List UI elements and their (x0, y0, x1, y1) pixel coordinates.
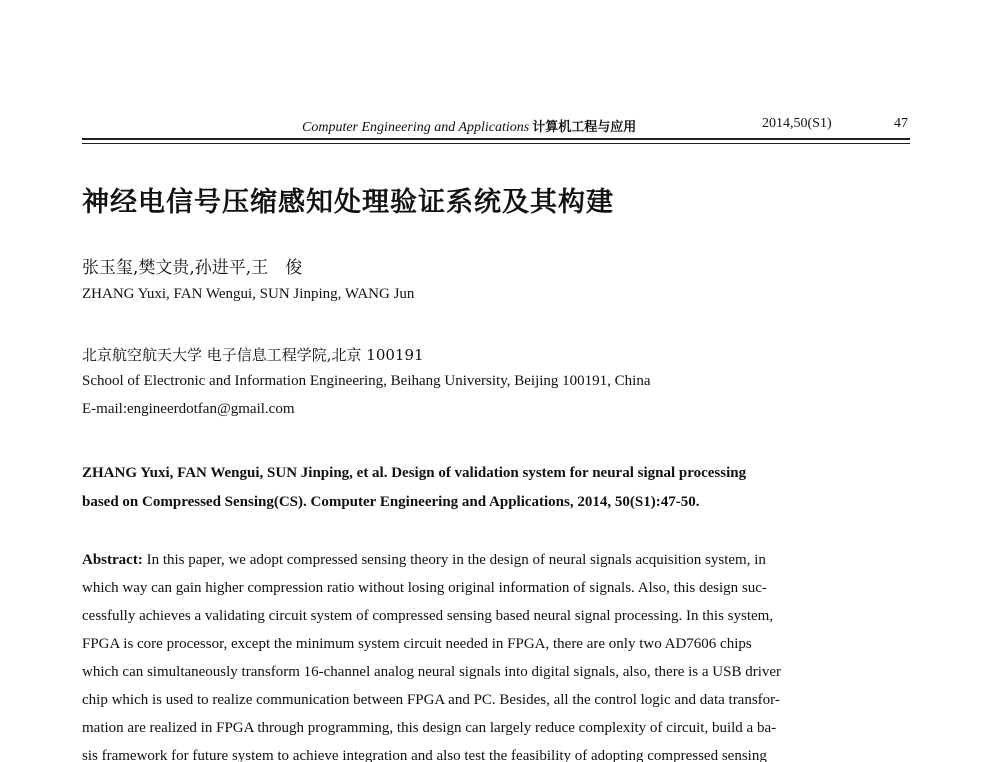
abstract-line-3: cessfully achieves a validating circuit system of compressed sensing based neural signal processing. In this system, (82, 608, 774, 624)
journal-name-cn: 计算机工程与应用 (532, 120, 637, 135)
authors-en: ZHANG Yuxi, FAN Wengui, SUN Jinping, WANG Jun (82, 286, 415, 302)
abstract-line-8: sis framework for future system to achieve integration and also test the feasibility of adopting compressed sensing (82, 748, 767, 762)
citation-line-1: ZHANG Yuxi, FAN Wengui, SUN Jinping, et al. Design of validation system for neural signal processing (82, 465, 747, 481)
journal-name (302, 116, 636, 136)
affiliation-en: School of Electronic and Information Engineering, Beihang University, Beijing 100191, China (82, 373, 651, 389)
abstract-line-5: which can simultaneously transform 16-channel analog neural signals into digital signals, also, there is a USB driver (82, 664, 782, 680)
abstract-line-2: which way can gain higher compression ratio without losing original information of signals. Also, this design suc- (82, 580, 767, 596)
header-rule-thin (82, 143, 910, 144)
running-header (82, 114, 908, 136)
abstract-block (82, 546, 912, 762)
citation-line-2: based on Compressed Sensing(CS). Computer Engineering and Applications, 2014, 50(S1):47-50. (82, 494, 700, 510)
journal-name-en: Computer Engineering and Applications (302, 120, 530, 135)
abstract-line-6: chip which is used to realize communication between FPGA and PC. Besides, all the control logic and data transfor- (82, 692, 780, 708)
affiliation-cn: 北京航空航天大学 电子信息工程学院,北京 100191 (82, 346, 424, 364)
paper-title-cn: 神经电信号压缩感知处理验证系统及其构建 (82, 187, 614, 218)
citation-block (82, 459, 912, 517)
issue-info: 2014,50(S1) (762, 116, 832, 131)
page-number: 47 (894, 116, 908, 131)
abstract-text-1: In this paper, we adopt compressed sensing theory in the design of neural signals acquisition system, in (146, 552, 766, 568)
author-email: E-mail:engineerdotfan@gmail.com (82, 401, 295, 417)
abstract-line-4: FPGA is core processor, except the minimum system circuit needed in FPGA, there are only two AD7606 chips (82, 636, 752, 652)
abstract-line-7: mation are realized in FPGA through programming, this design can largely reduce complexity of circuit, build a ba- (82, 720, 777, 736)
header-rule-thick (82, 138, 910, 140)
abstract-label: Abstract: (82, 552, 143, 568)
abstract-line-1 (82, 546, 912, 574)
authors-cn: 张玉玺,樊文贵,孙进平,王 俊 (82, 258, 303, 278)
